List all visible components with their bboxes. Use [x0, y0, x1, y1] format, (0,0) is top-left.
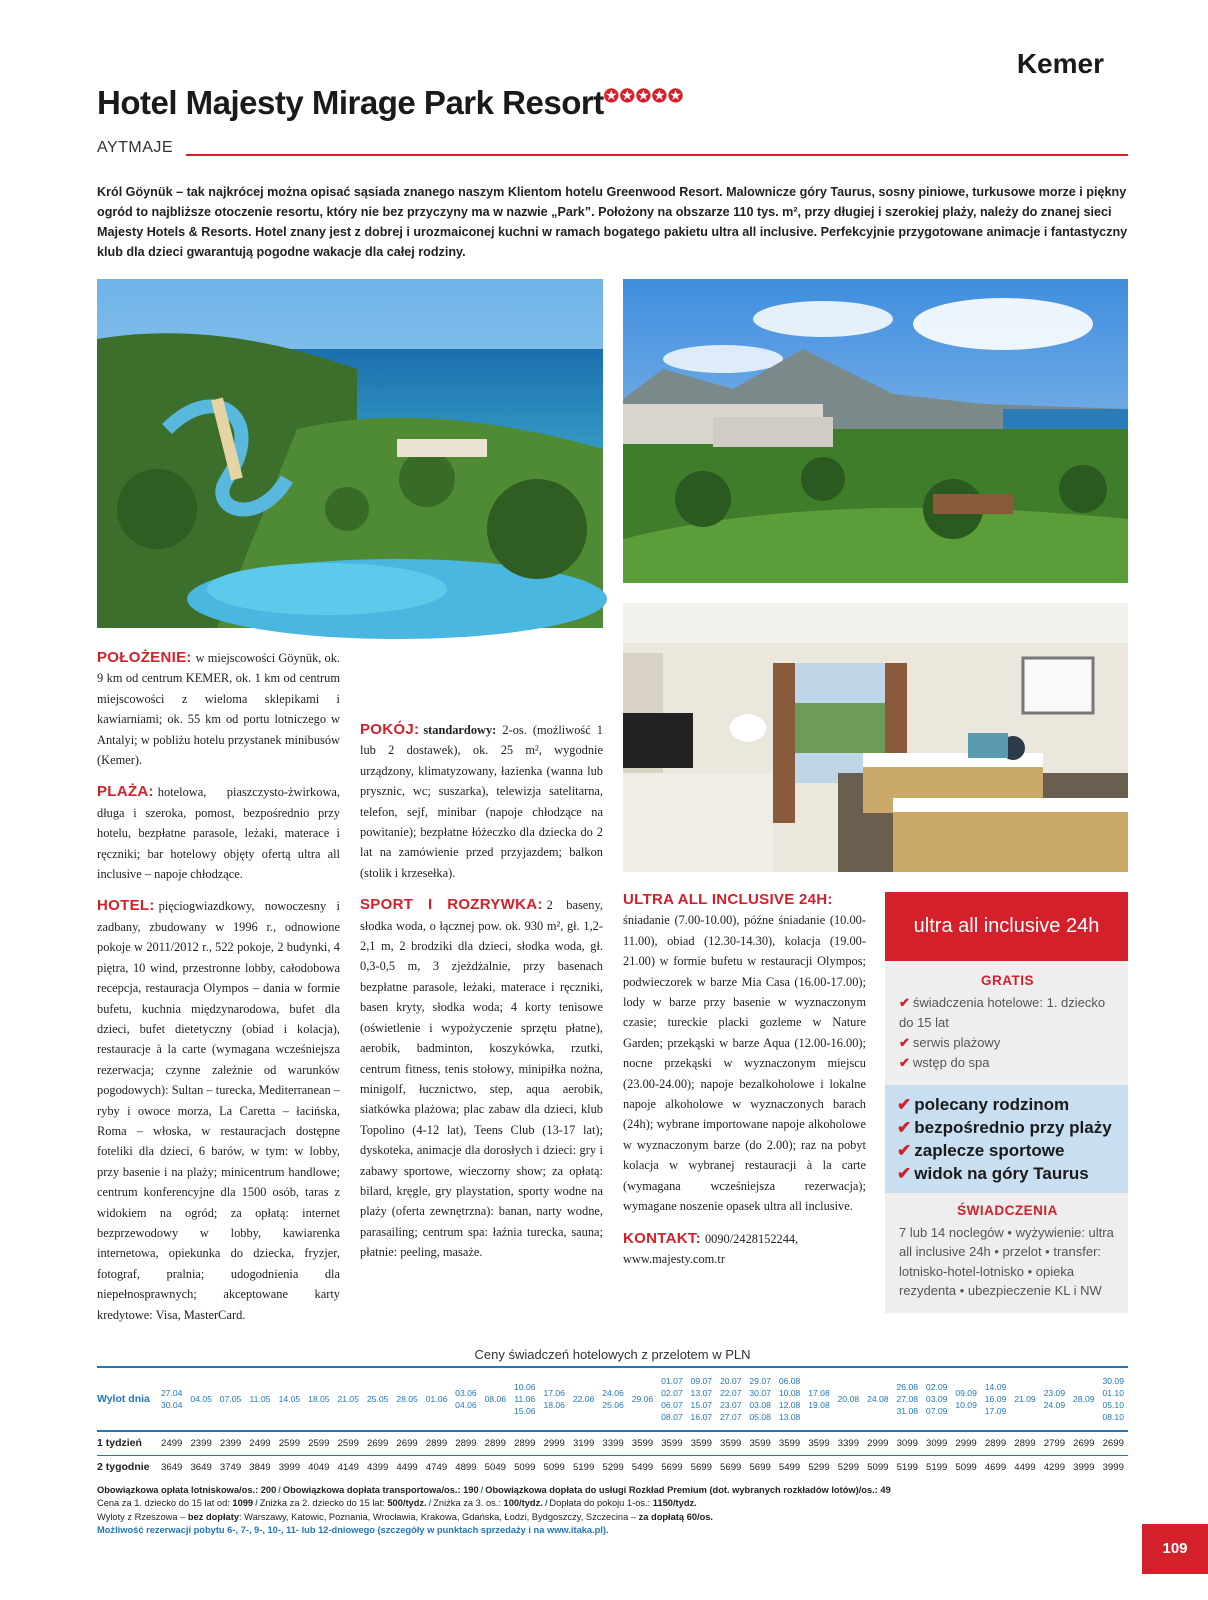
- offer-info-box: [885, 892, 1128, 1313]
- price-cell: 3649: [190, 1461, 212, 1473]
- price-cell: 3999: [1102, 1461, 1124, 1473]
- price-cell: 2399: [216, 1431, 245, 1455]
- price-cell: 4699: [984, 1461, 1007, 1473]
- price-cell: 5699: [661, 1461, 683, 1473]
- departure-date: 09.09: [955, 1388, 977, 1398]
- departure-date: 19.08: [808, 1400, 830, 1410]
- price-cell: 3599: [628, 1431, 657, 1455]
- price-cell: 5199: [896, 1461, 918, 1473]
- section-hotel: [97, 896, 340, 1322]
- departure-date: 25.05: [366, 1394, 389, 1404]
- section-location-body: w miejscowości Göynük, ok. 9 km od centrum KEMER, ok. 1 km od centrum miejscowości z wieloma sklepikami i kawiarniami; ok. 55 km od portu lotniczego w Antalyi; w pobliżu hotelu przystanek minibusów (Kemer).: [97, 651, 340, 768]
- price-cell: 5099: [543, 1461, 565, 1473]
- price-cell: 3999: [278, 1461, 301, 1473]
- departure-date: 30.09: [1102, 1376, 1124, 1386]
- departure-date: 22.07: [719, 1388, 742, 1398]
- photo-resort-mountains: [623, 279, 1128, 583]
- price-cell: 3599: [687, 1431, 716, 1455]
- price-cell: 3399: [834, 1431, 863, 1455]
- departure-date-cell: [245, 1367, 274, 1431]
- section-room-body: 2-os. (możliwość 1 lub 2 dostawek), ok. 25 m², wygodnie urządzony, klimatyzowany, łazienka (wanna lub prysznic, wc; suszarka), telewizja satelitarna, telefon, sejf, minibar (napoje chłodzące na powitanie); bezpłatne łóżeczko dla dziecka do 2 lat na zamówienie przed przyjazdem; balkon (stolik i krzesełka).: [360, 723, 603, 880]
- departure-date: 28.05: [396, 1394, 418, 1404]
- departure-date: 25.06: [602, 1400, 624, 1410]
- info-box-title: ultra all inclusive 24h: [885, 892, 1128, 961]
- departure-date-cell: [422, 1367, 451, 1431]
- departure-date-cell: [539, 1367, 568, 1431]
- section-room-head: POKÓJ:: [360, 721, 420, 738]
- departure-date: 30.04: [160, 1400, 183, 1410]
- price-cell: 2999: [863, 1431, 892, 1455]
- section-location-head: POŁOŻENIE:: [97, 649, 192, 666]
- departure-date: 16.09: [984, 1394, 1007, 1404]
- services-text: 7 lub 14 noclegów • wyżywienie: ultra all inclusive 24h • przelot • transfer: lotnisko-hotel-lotnisko • opieka rezydenta • ubezpieczenie KL i NW: [899, 1224, 1114, 1298]
- region-name: Kemer: [1016, 48, 1104, 79]
- info-box-gratis: [885, 961, 1128, 1085]
- price-cell: 3749: [219, 1461, 242, 1473]
- departure-date: 07.05: [219, 1394, 242, 1404]
- departure-date-cell: [716, 1367, 745, 1431]
- section-sport-head: SPORT I ROZRYWKA:: [360, 896, 543, 914]
- photo-hotel-room: [623, 603, 1128, 872]
- departure-date: 15.07: [690, 1400, 713, 1410]
- price-cell: 5299: [837, 1461, 860, 1473]
- price-cell: 4499: [1014, 1461, 1036, 1473]
- price-cell: 2899: [981, 1431, 1010, 1455]
- departure-date-cell: [1010, 1367, 1039, 1431]
- departure-date: 22.06: [572, 1394, 595, 1404]
- section-hotel-head: HOTEL:: [97, 897, 155, 915]
- price-cell: 5099: [514, 1461, 536, 1473]
- departure-date: 29.07: [749, 1376, 771, 1386]
- check-icon: ✔: [899, 1055, 910, 1070]
- price-cell: 5699: [690, 1461, 712, 1473]
- price-cell: 5099: [955, 1461, 977, 1473]
- services-heading: ŚWIADCZENIA: [957, 1203, 1058, 1218]
- departure-date: 10.09: [955, 1400, 977, 1410]
- price-cell: 5199: [572, 1461, 595, 1473]
- departure-date-cell: [1040, 1367, 1069, 1431]
- intro-paragraph: Król Göynük – tak najkrócej można opisać sąsiada znanego naszym Klientom hotelu Greenwood Resort. Malownicze góry Taurus, sosny piniowe, turkusowe morze i piękny ogród to najbliższe otoczenie resortu, który nie bez przyczyny ma w nazwie „Park”. Położony na obszarze 110 tys. m², przy długiej i szerokiej plaży, należy do znanej sieci Majesty Hotels & Resorts. Hotel znany jest z dobrej i urozmaiconej kuchni w ramach bogatego pakietu ultra all inclusive. Perfekcyjnie przygotowane animacje i fantastyczny klub dla dzieci gwarantują pogodne wakacje dla całej rodziny.: [97, 185, 1128, 259]
- departure-date: 21.05: [337, 1394, 359, 1404]
- section-ultra-head: ULTRA ALL INCLUSIVE 24H:: [623, 891, 833, 908]
- departure-date-cell: [981, 1367, 1010, 1431]
- gratis-heading: GRATIS: [981, 973, 1034, 988]
- price-cell: 5299: [808, 1461, 830, 1473]
- feature-item: ✔ polecany rodzinom: [897, 1095, 1070, 1114]
- price-table: [97, 1366, 1128, 1479]
- departure-date-cell: [1069, 1367, 1098, 1431]
- departure-date-cell: [863, 1367, 892, 1431]
- price-cell: 5699: [749, 1461, 771, 1473]
- price-cell: 5199: [926, 1461, 948, 1473]
- section-contact: [623, 1229, 866, 1270]
- section-beach: [97, 782, 340, 884]
- departure-date: 04.06: [455, 1400, 477, 1410]
- week2-label: 2 tygodnie: [97, 1461, 150, 1474]
- departure-date: 06.07: [661, 1400, 683, 1410]
- departure-date-cell: [275, 1367, 304, 1431]
- section-hotel-body: pięciogwiazdkowy, nowoczesny i zadbany, zbudowany w 1996 r., odnowione pokoje w 2011/2012 r., 522 pokoje, 2 budynki, 4 piętra, 10 wind, przestronne lobby, całodobowa recepcja, restauracja Olympos – dania w formie bufetu, kuchnia międzynarodowa, bufet dla dzieci, bufet dietetyczny (obiad i kolacja), restauracje à la carte (wymagana wcześniejsza rezerwacja; czynne zależnie od warunków pogodowych): Sultan – turecka, Mediterranean – ryby i owoce morza, La Caretta – łacińska, Roma – włoska, w restauracjach dostępne foteliki dla dzieci, 6 barów, w tym: w lobby, przy basenie i na plaży; minicentrum handlowe; centrum konferencyjne dla 1500 osób, taras z widokiem na ogród; za opłatą: internet bezprzewodowy w lobby, kawiarenka internetowa, opiekunka do dziecka, fryzjer, fotograf, pralnia; udogodnienia dla niepełnosprawnych; akceptowane karty kredytowe: Visa, MasterCard.: [97, 899, 340, 1322]
- departure-date: 10.06: [514, 1382, 536, 1392]
- check-icon: ✔: [897, 1164, 912, 1183]
- departure-date: 20.08: [837, 1394, 860, 1404]
- check-icon: ✔: [899, 1035, 910, 1050]
- price-cell: 4899: [455, 1461, 477, 1473]
- note-line-discounts: Cena za 1. dziecko do 15 lat od: 1099 / Zniżka za 2. dziecko do 15 lat: 500/tydz. / Zniżka za 3. os.: 100/tydz. / Dopłata do pokoju 1-os.: 1150/tydz.: [97, 1498, 697, 1509]
- section-ultra: [623, 890, 866, 1217]
- departure-date: 11.06: [514, 1394, 536, 1404]
- departure-date-cell: [510, 1367, 539, 1431]
- departure-date-cell: [451, 1367, 480, 1431]
- departure-date: 27.04: [160, 1388, 183, 1398]
- departure-date: 03.06: [455, 1388, 477, 1398]
- departure-date: 02.09: [925, 1382, 948, 1392]
- price-cell: 2699: [1069, 1431, 1098, 1455]
- price-cell: 4749: [425, 1461, 448, 1473]
- departure-label: Wylot dnia: [97, 1367, 157, 1431]
- price-cell: 2699: [363, 1431, 392, 1455]
- departure-date-cell: [1099, 1367, 1129, 1431]
- price-cell: 3599: [804, 1431, 833, 1455]
- price-cell: 2399: [186, 1431, 215, 1455]
- departure-date: 17.06: [543, 1388, 565, 1398]
- price-row-1-week: [97, 1431, 1128, 1455]
- gratis-item: ✔ serwis plażowy: [899, 1035, 1001, 1050]
- section-beach-body: hotelowa, piaszczysto-żwirkowa, długa i szeroka, pomost, bezpośrednio przy hotelu, bezpłatne parasole, leżaki, materace i ręczniki; bar hotelowy objęty ofertą ultra all inclusive – napoje chłodzące.: [97, 785, 340, 882]
- feature-item: ✔ zaplecze sportowe: [897, 1141, 1065, 1160]
- price-cell: 3599: [745, 1431, 774, 1455]
- departure-date: 09.07: [690, 1376, 713, 1386]
- departure-date: 13.07: [690, 1388, 713, 1398]
- departure-date-cell: [893, 1367, 922, 1431]
- price-cell: 2999: [539, 1431, 568, 1455]
- departure-date-cell: [745, 1367, 774, 1431]
- price-cell: 5299: [602, 1461, 624, 1473]
- departure-date: 16.07: [690, 1412, 713, 1422]
- departure-date: 14.05: [278, 1394, 301, 1404]
- price-cell: 3599: [775, 1431, 804, 1455]
- price-cell: 2799: [1040, 1431, 1069, 1455]
- price-cell: 3599: [716, 1431, 745, 1455]
- price-cell: 5499: [631, 1461, 654, 1473]
- departure-date: 05.10: [1102, 1400, 1124, 1410]
- departure-date-cell: [834, 1367, 863, 1431]
- section-beach-head: PLAŻA:: [97, 783, 154, 801]
- price-cell: 2899: [510, 1431, 539, 1455]
- section-hotel-continued: [360, 648, 603, 708]
- section-room: [360, 720, 603, 883]
- price-cell: 2899: [422, 1431, 451, 1455]
- departure-date-cell: [304, 1367, 333, 1431]
- price-cell: 3649: [161, 1461, 183, 1473]
- week1-label: 1 tydzień: [97, 1431, 157, 1455]
- section-ultra-body: śniadanie (7.00-10.00), późne śniadanie (10.00-11.00), obiad (12.30-14.30), kolacja (19.00-21.00) w formie bufetu w restauracji Olympos; podwieczorek w barze Mia Casa (16.00-17.00); lody w barze przy basenie w wyznaczonym czasie; tureckie placki gozleme w Nature Garden; przekąski w barze Aqua (12.00-16.00); nocne przekąski w wyznaczonym miejscu (23.00-24.00); napoje bezalkoholowe i lokalne napoje alkoholowe w wyznaczonych barach (24h); wybrane importowane napoje alkoholowe w wyznaczonym barze (do 2.00); raz na pobyt kolacja w wybranej restauracji à la carte (wymagana wcześniejsza rezerwacja); wymagane noszenie opasek ultra all inclusive.: [623, 913, 866, 1214]
- header-divider: [186, 154, 1128, 156]
- departure-date: 08.07: [661, 1412, 683, 1422]
- departure-date-cell: [216, 1367, 245, 1431]
- departure-date: 01.06: [425, 1394, 448, 1404]
- offer-code: AYTMAJE: [97, 139, 174, 156]
- section-sport-body: 2 baseny, słodka woda, o łącznej pow. ok. 930 m², gł. 1,2-2,1 m, 2 brodziki dla dzieci, słodka woda, gł. 0,3-0,5 m, 3 zjeżdżalnie, przy basenach bezpłatne parasole, leżaki, materace i ręczniki, basen kryty, słodka woda; 4 korty tenisowe (oświetlenie i wypożyczenie sprzętu płatne), aerobik, badminton, koszykówka, rzutki, centrum fitness, tenis stołowy, minipiłka nożna, minigolf, łucznictwo, step, aqua aerobik, siatkówka plażowa; plac zabaw dla dzieci, klub Topolino (4-12 lat), Teens Club (13-17 lat); dyskoteka, animacje dla dorosłych i dzieci: gry i zabawy sportowe, wieczorny show; za opłatą: bilard, kręgle, gry playstation, sporty wodne na plaży (oferta zewnętrzna): banan, narty wodne, parasailing; centrum spa: łaźnia turecka, sauna; płatnie: peeling, masaże.: [360, 898, 603, 1260]
- departure-date-cell: [687, 1367, 716, 1431]
- text-column-2: [360, 648, 603, 1275]
- price-row-2-weeks: [97, 1455, 1128, 1479]
- check-icon: ✔: [897, 1118, 912, 1137]
- price-cell: 2899: [1010, 1431, 1039, 1455]
- text-column-3: [623, 890, 866, 1281]
- price-cell: 2599: [334, 1431, 363, 1455]
- price-cell: 4149: [337, 1461, 359, 1473]
- departure-date: 30.07: [749, 1388, 771, 1398]
- feature-item: ✔ bezpośrednio przy plaży: [897, 1118, 1112, 1137]
- departure-date-cell: [334, 1367, 363, 1431]
- price-cell: 2599: [275, 1431, 304, 1455]
- section-room-lead: standardowy:: [423, 723, 497, 737]
- departure-date: 10.08: [778, 1388, 801, 1398]
- price-cell: 2599: [304, 1431, 333, 1455]
- departure-date: 29.06: [631, 1394, 654, 1404]
- departure-date: 11.05: [249, 1394, 271, 1404]
- hotel-title: [97, 84, 684, 122]
- note-line-departures: Wyloty z Rzeszowa – bez dopłaty: Warszawy, Katowic, Poznania, Wrocławia, Krakowa, Gdańska, Łodzi, Bydgoszczy, Szczecina – za dopłatą 60/os.: [97, 1511, 714, 1522]
- price-cell: 3599: [657, 1431, 686, 1455]
- departure-date-cell: [392, 1367, 421, 1431]
- departure-date: 04.05: [190, 1394, 212, 1404]
- price-cell: 3999: [1073, 1461, 1095, 1473]
- departure-date: 13.08: [778, 1412, 801, 1422]
- departure-date: 03.08: [749, 1400, 771, 1410]
- note-line-fees: Obowiązkowa opłata lotniskowa/os.: 200 / Obowiązkowa dopłata transportowa/os.: 190 / Obowiązkowa dopłata do usługi Rozkład Premium (dot. wybranych rozkładów lotów)/os.: 49: [97, 1485, 891, 1495]
- photo-pool-aerial: [97, 279, 603, 628]
- departure-date-cell: [186, 1367, 215, 1431]
- departure-date: 01.10: [1102, 1388, 1124, 1398]
- departure-date: 24.06: [602, 1388, 624, 1398]
- hotel-name: Hotel Majesty Mirage Park Resort: [97, 84, 604, 121]
- price-cell: 3399: [598, 1431, 627, 1455]
- price-cell: 3199: [569, 1431, 598, 1455]
- info-box-services: [885, 1193, 1128, 1313]
- departure-date: 15.06: [514, 1406, 536, 1416]
- departure-date: 07.09: [925, 1406, 948, 1416]
- price-table-title: Ceny świadczeń hotelowych z przelotem w PLN: [474, 1347, 751, 1362]
- departure-date: 23.07: [719, 1400, 742, 1410]
- price-cell: 3099: [893, 1431, 922, 1455]
- departure-date: 17.09: [984, 1406, 1007, 1416]
- departure-date: 08.06: [484, 1394, 507, 1404]
- departure-date: 01.07: [661, 1376, 683, 1386]
- price-cell: 5499: [778, 1461, 801, 1473]
- departure-date-cell: [951, 1367, 980, 1431]
- departure-date: 14.09: [984, 1382, 1007, 1392]
- price-notes: [97, 1484, 1128, 1538]
- departure-date: 03.09: [925, 1394, 948, 1404]
- departure-date-cell: [775, 1367, 804, 1431]
- departure-date-cell: [657, 1367, 686, 1431]
- check-icon: ✔: [899, 995, 910, 1010]
- departure-date-cell: [481, 1367, 510, 1431]
- departure-date: 05.08: [749, 1412, 771, 1422]
- departure-date: 23.09: [1043, 1388, 1066, 1398]
- departure-date: 20.07: [719, 1376, 742, 1386]
- info-box-features: [885, 1085, 1128, 1193]
- departure-date-cell: [804, 1367, 833, 1431]
- feature-item: ✔ widok na góry Taurus: [897, 1164, 1089, 1183]
- price-cell: 2699: [392, 1431, 421, 1455]
- page-number: 109: [1142, 1524, 1208, 1574]
- price-cell: 3099: [922, 1431, 951, 1455]
- price-cell: 5699: [720, 1461, 742, 1473]
- star-rating: ✪✪✪✪✪: [603, 86, 685, 106]
- departure-date: 02.07: [661, 1388, 683, 1398]
- departure-date-cell: [628, 1367, 657, 1431]
- departure-date: 31.08: [896, 1406, 919, 1416]
- gratis-item: ✔ wstęp do spa: [899, 1055, 990, 1070]
- departure-date: 21.09: [1014, 1394, 1036, 1404]
- departure-date: 06.08: [778, 1376, 801, 1386]
- departure-date-cell: [363, 1367, 392, 1431]
- price-cell: 2499: [157, 1431, 186, 1455]
- departure-date-cell: [922, 1367, 951, 1431]
- departure-date: 18.05: [308, 1394, 330, 1404]
- departure-date: 24.09: [1043, 1400, 1066, 1410]
- departure-date: 27.07: [719, 1412, 742, 1422]
- section-location: [97, 648, 340, 770]
- price-cell: 2899: [451, 1431, 480, 1455]
- departure-dates-row: [97, 1367, 1128, 1431]
- departure-date: 08.10: [1102, 1412, 1124, 1422]
- departure-date: 12.08: [778, 1400, 801, 1410]
- price-cell: 5049: [484, 1461, 507, 1473]
- price-cell: 4049: [308, 1461, 330, 1473]
- note-line-booking: Możliwość rezerwacji pobytu 6-, 7-, 9-, 10-, 11- lub 12-dniowego (szczegóły w punktach sprzedaży i na www.itaka.pl).: [97, 1525, 609, 1536]
- price-cell: 2999: [951, 1431, 980, 1455]
- price-cell: 4299: [1043, 1461, 1066, 1473]
- price-cell: 2699: [1099, 1431, 1129, 1455]
- departure-date: 18.06: [543, 1400, 565, 1410]
- price-cell: 3849: [249, 1461, 271, 1473]
- price-cell: 4399: [366, 1461, 389, 1473]
- check-icon: ✔: [897, 1095, 912, 1114]
- section-contact-head: KONTAKT:: [623, 1229, 701, 1247]
- price-cell: 2899: [481, 1431, 510, 1455]
- departure-date: 28.09: [1073, 1394, 1095, 1404]
- departure-date: 26.08: [896, 1382, 919, 1392]
- departure-date-cell: [157, 1367, 186, 1431]
- section-contact-body: 0090/2428152244, www.majesty.com.tr: [623, 1231, 799, 1266]
- price-cell: 2499: [245, 1431, 274, 1455]
- departure-date: 17.08: [808, 1388, 830, 1398]
- check-icon: ✔: [897, 1141, 912, 1160]
- price-cell: 4499: [396, 1461, 418, 1473]
- departure-date: 24.08: [867, 1394, 889, 1404]
- price-cell: 5099: [867, 1461, 889, 1473]
- gratis-item: ✔ świadczenia hotelowe: 1. dziecko do 15 lat: [899, 995, 1106, 1030]
- section-sport: [360, 895, 603, 1262]
- departure-date-cell: [569, 1367, 598, 1431]
- departure-date: 27.08: [896, 1394, 919, 1404]
- text-column-1: [97, 648, 340, 1322]
- departure-date-cell: [598, 1367, 627, 1431]
